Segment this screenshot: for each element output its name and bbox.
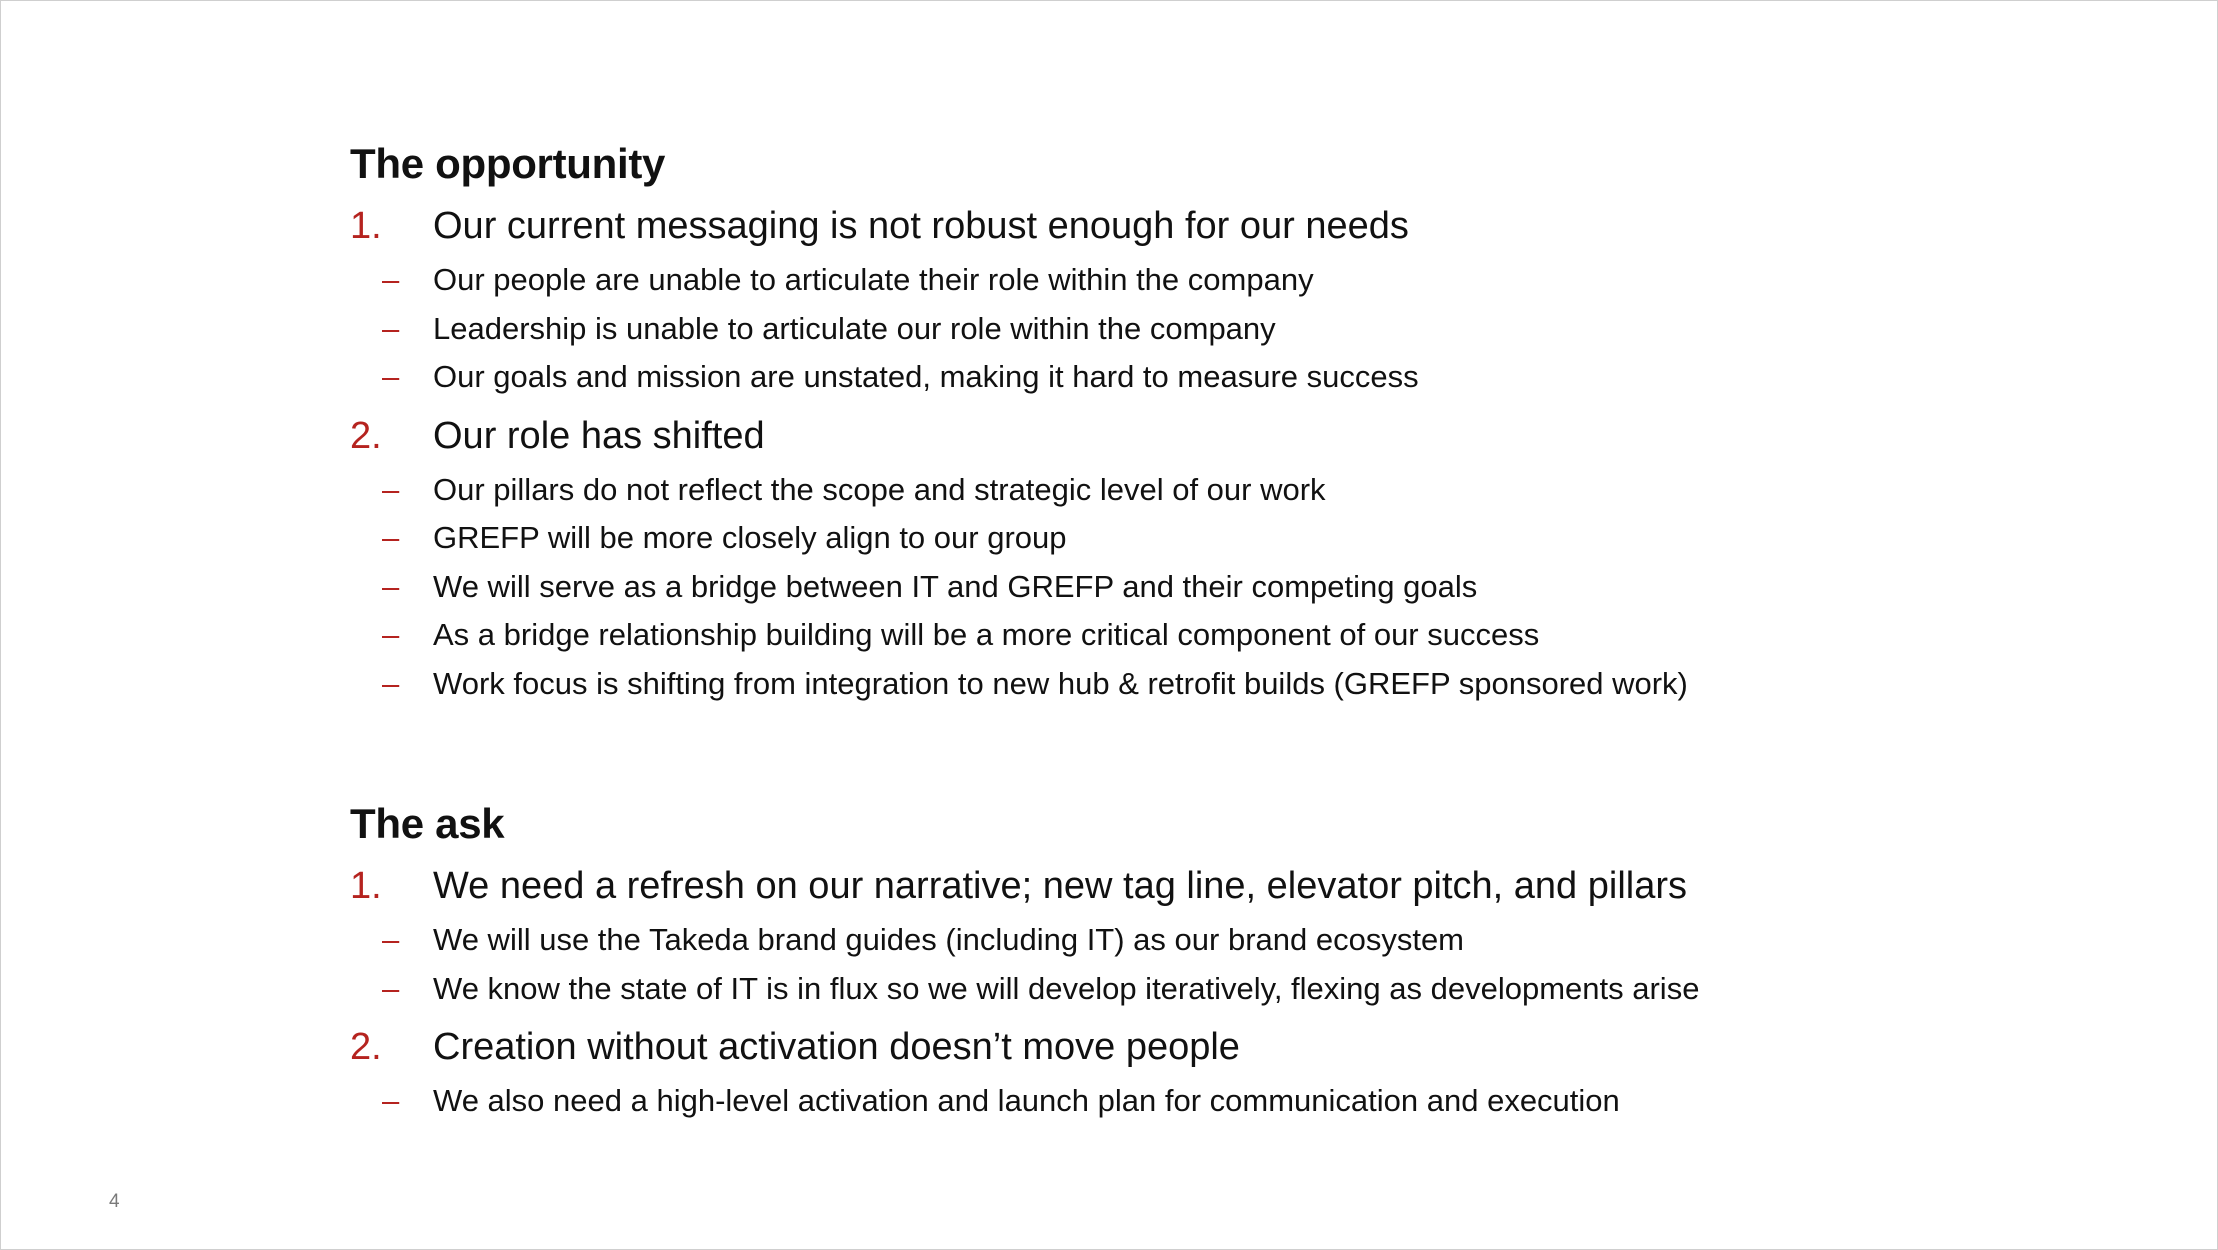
item-text: Our current messaging is not robust enough for our needs — [433, 205, 1409, 247]
dash-bullet: – — [382, 1083, 400, 1118]
section-opportunity — [350, 136, 2050, 708]
sub-item — [350, 611, 2050, 660]
sub-item — [350, 256, 2050, 305]
dash-bullet: – — [382, 665, 400, 701]
numbered-item — [350, 196, 2050, 256]
item-text: We need a refresh on our narrative; new tag line, elevator pitch, and pillars — [433, 865, 1687, 907]
page-number: 4 — [109, 1191, 120, 1212]
dash-bullet: – — [382, 262, 400, 297]
sub-item — [350, 305, 2050, 354]
item-number: 2. — [350, 1026, 382, 1068]
numbered-item — [350, 856, 2050, 916]
sub-item — [350, 466, 2050, 515]
sub-item-text: We will serve as a bridge between IT and GREFP and their competing goals — [433, 568, 1478, 604]
sub-item-text: GREFP will be more closely align to our group — [433, 520, 1067, 555]
item-text: Creation without activation doesn’t move people — [433, 1026, 1240, 1068]
item-number: 1. — [350, 865, 382, 907]
sub-item — [350, 965, 2050, 1014]
item-number: 2. — [350, 414, 382, 457]
dash-bullet: – — [382, 471, 400, 507]
sub-item — [350, 660, 2050, 709]
sub-item-text: Leadership is unable to articulate our role within the company — [433, 310, 1276, 346]
dash-bullet: – — [382, 568, 400, 604]
sub-item — [350, 353, 2050, 402]
sub-item-text: We will use the Takeda brand guides (including IT) as our brand ecosystem — [433, 922, 1465, 957]
section-heading: The ask — [350, 800, 505, 847]
slide-content — [350, 136, 2050, 1126]
sub-item — [350, 514, 2050, 563]
sub-item-text: We know the state of IT is in flux so we will develop iteratively, flexing as developments arise — [433, 970, 1700, 1006]
sub-item-text: Our people are unable to articulate their role within the company — [433, 262, 1314, 297]
numbered-item — [350, 406, 2050, 466]
sub-item — [350, 563, 2050, 612]
dash-bullet: – — [382, 617, 400, 652]
sub-item-text: Our pillars do not reflect the scope and strategic level of our work — [433, 471, 1326, 507]
sub-item — [350, 1077, 2050, 1126]
item-number: 1. — [350, 205, 382, 247]
numbered-item — [350, 1017, 2050, 1077]
dash-bullet: – — [382, 310, 400, 346]
sub-item-text: As a bridge relationship building will be a more critical component of our success — [433, 617, 1540, 652]
dash-bullet: – — [382, 922, 400, 957]
sub-item-text: We also need a high-level activation and launch plan for communication and execution — [433, 1083, 1620, 1118]
dash-bullet: – — [382, 359, 400, 394]
sub-item-text: Work focus is shifting from integration to new hub & retrofit builds (GREFP sponsored work) — [433, 665, 1688, 701]
item-text: Our role has shifted — [433, 414, 765, 457]
sub-item-text: Our goals and mission are unstated, making it hard to measure success — [433, 359, 1419, 394]
section-ask — [350, 796, 2050, 1126]
dash-bullet: – — [382, 970, 400, 1006]
section-heading: The opportunity — [350, 140, 666, 187]
dash-bullet: – — [382, 520, 400, 555]
sub-item — [350, 916, 2050, 965]
